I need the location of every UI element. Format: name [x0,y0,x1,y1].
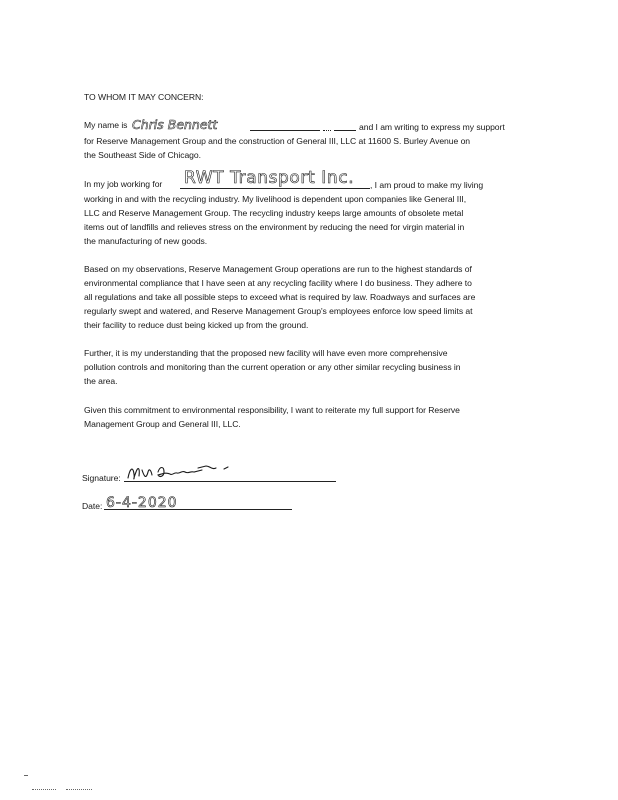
signature-label: Signature: [82,473,121,483]
handwritten-name-text: Chris Bennett [132,117,218,132]
observations-line2: environmental compliance that I have seen at any recycling facility where I do business. They adhere to [84,278,472,288]
intro-after: and I am writing to express my support [359,122,505,132]
further-line3: the area. [84,376,118,386]
scan-artifact-mark [32,789,56,790]
handwritten-company-text: RWT Transport Inc. [184,168,355,188]
job-line2: working in and with the recycling industry. My livelihood is dependent upon companies like General III, [84,194,467,204]
job-lead: In my job working for [84,179,163,189]
date-line [104,509,292,510]
observations-line5: their facility to reduce dust being kicked up from the ground. [84,320,309,330]
name-blank-line-2 [334,130,356,131]
observations-line4: regularly swept and watered, and Reserve Management Group's employees enforce low speed limits at [84,306,473,316]
company-blank-line [180,188,370,189]
name-blank-line [250,130,320,131]
observations-line1: Based on my observations, Reserve Management Group operations are run to the highest standards of [84,264,472,274]
further-line1: Further, it is my understanding that the proposed new facility will have even more comprehensive [84,348,448,358]
intro-line3: the Southeast Side of Chicago. [84,150,201,160]
scan-artifact-mark [24,775,28,776]
handwritten-company [180,164,380,190]
observations-line3: all regulations and take all possible steps to exceed what is required by law. Roadways and surfaces are [84,292,476,302]
signature-line [124,481,336,482]
job-line4: items out of landfills and relieves stress on the environment by reducing the need for virgin material in [84,222,465,232]
signature-scribble [124,460,254,486]
handwritten-date-text: 6-4-2020 [106,495,178,511]
paragraph-intro [84,118,127,132]
name-blank-dots [323,130,331,131]
salutation: TO WHOM IT MAY CONCERN: [84,92,204,102]
job-line5: the manufacturing of new goods. [84,236,208,246]
intro-line2: for Reserve Management Group and the construction of General III, LLC at 11600 S. Burley Avenue on [84,136,471,146]
handwritten-date [104,490,204,514]
date-label: Date: [82,501,103,511]
scan-artifact-mark [66,789,92,790]
conclusion-line2: Management Group and General III, LLC. [84,419,241,429]
conclusion-line1: Given this commitment to environmental responsibility, I want to reiterate my full support for Reserve [84,405,460,415]
further-line2: pollution controls and monitoring than the current operation or any other similar recycling business in [84,362,461,372]
handwritten-name [130,116,250,134]
intro-lead: My name is [84,120,128,130]
job-after: , I am proud to make my living [370,180,484,190]
job-line3: LLC and Reserve Management Group. The recycling industry keeps large amounts of obsolete metal [84,208,464,218]
